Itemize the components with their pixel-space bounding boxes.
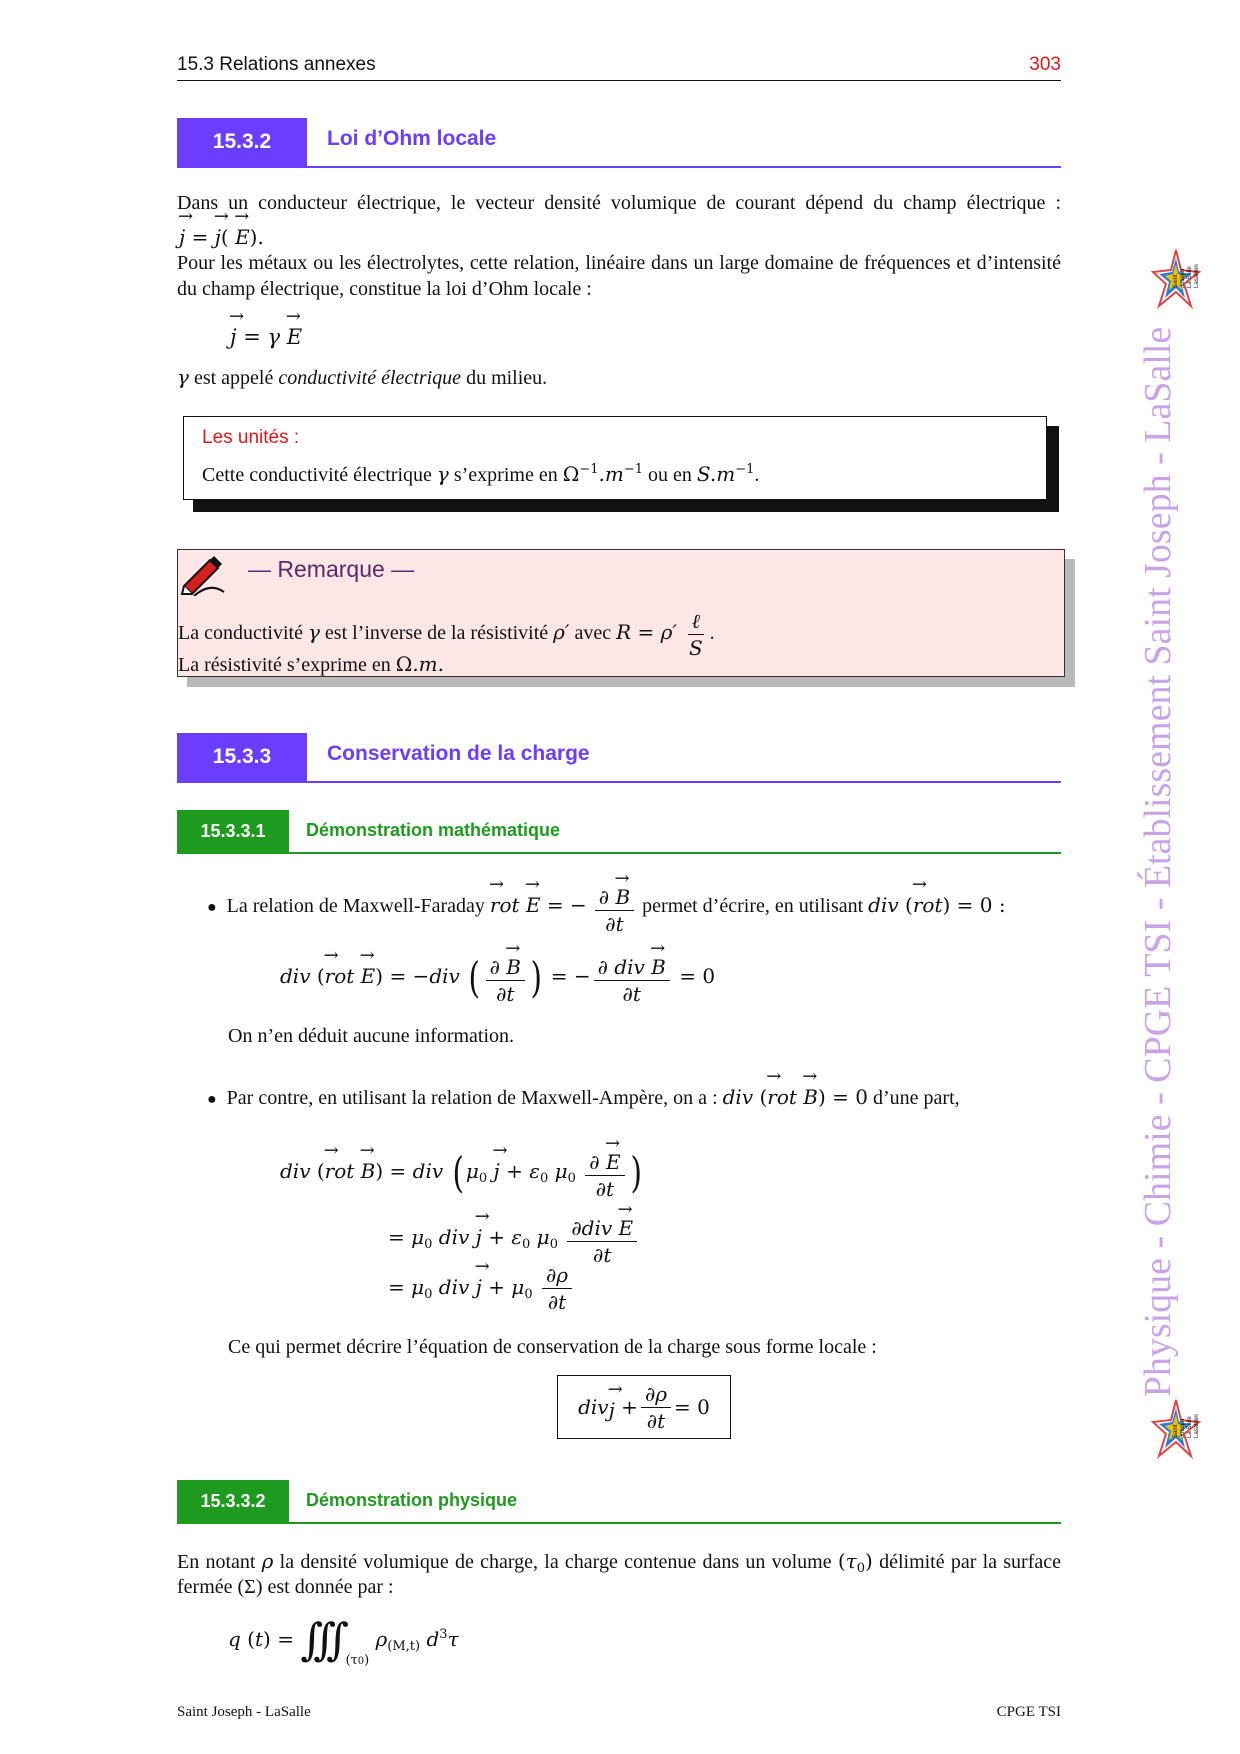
bullet-maxwell-faraday: ● La relation de Maxwell-Faraday → rot → E = − $\frac{\partial \to B}{\partial t}$ permet d’écrire, en utilisant div (→ rot) = 0 : [207, 880, 1006, 935]
school-logo-top [1151, 248, 1201, 310]
school-logo-bottom [1151, 1398, 1201, 1460]
phys-paragraph-1: En notant ρ la densité volumique de charge, la charge contenue dans un volume $(\tau_0)$ délimité par la surface [177, 1549, 1062, 1576]
logo-line-1: Saint Joseph [1173, 268, 1186, 288]
ohm-p1-text: Dans un conducteur électrique, le vecteur densité volumique de courant dépend du champ électrique : [177, 192, 1061, 214]
ohm-relation-inline: → j = → j( → E). [179, 218, 264, 250]
p3-before: est appelé [193, 367, 274, 389]
equation-ampere-line-1: div (→ rot → B) = div ( $\mu_0 \to j + \varepsilon_0$ $\mu_0$ $\frac{\partial \to E}{\partial t}$ ) [280, 1145, 644, 1200]
section-title: Loi d’Ohm locale [327, 127, 497, 150]
remark-line-2: La résistivité s’exprime en Ω.m. [178, 652, 444, 676]
logo-line-2: La Salle [1187, 266, 1193, 288]
phys-paragraph-2: fermée (Σ) est donnée par : [177, 1576, 394, 1598]
subsection-number: 15.3.3.1 [177, 810, 289, 852]
phys-p1-c: délimité par la surface [879, 1551, 1062, 1573]
logo-line-1: Saint Joseph [1173, 1418, 1186, 1438]
b2-text-b: d’une part, [873, 1087, 960, 1109]
subsection-rule [177, 852, 1061, 854]
phys-p2-b: est donnée par : [267, 1576, 394, 1598]
p3-emphasis: conductivité électrique [278, 367, 462, 389]
units-title: Les unités : [202, 427, 300, 448]
phys-p1-b: la densité volumique de charge, la charge contenue dans un volume [279, 1551, 832, 1573]
subsection-rule [177, 1522, 1061, 1524]
charge-integral-equation: q (t) = ∫∫∫ $_{(\tau 0)}$ $\rho_{(M,t)}$ $d^3\tau$ [228, 1614, 459, 1668]
phys-p2-a: fermée [177, 1576, 233, 1598]
remark-l2-text: La résistivité s’exprime en [178, 654, 391, 676]
footer-left: Saint Joseph - LaSalle [177, 1704, 311, 1720]
side-banner-text: Physique - Chimie - CPGE TSI - Établissement Saint Joseph - LaSalle [1137, 326, 1179, 1398]
subsection-number: 15.3.3.2 [177, 1480, 289, 1522]
ohm-paragraph-1 [177, 190, 1061, 216]
subsection-title: Démonstration physique [306, 1490, 518, 1510]
running-header [177, 54, 1061, 81]
ohm-law-equation: → j = γ → E [230, 318, 302, 350]
conclusion-text: Ce qui permet décrire l’équation de conservation de la charge sous forme locale : [228, 1336, 877, 1358]
pencil-icon [180, 552, 228, 596]
section-number: 15.3.3 [177, 733, 307, 781]
footer [177, 1704, 1061, 1724]
remark-line-1: La conductivité γ est l’inverse de la résistivité ρ′ avec R = ρ′ $\frac{\text{ℓ}}{S}$ . [178, 609, 715, 660]
b2-text-a: Par contre, en utilisant la relation de Maxwell-Ampère, on a : [226, 1087, 718, 1109]
ohm-paragraph-3: γ est appelé conductivité électrique du milieu. [177, 365, 548, 389]
units-text-a: Cette conductivité électrique [202, 464, 432, 486]
ohm-paragraph-2 [177, 250, 1061, 276]
logo-line-3: Lasallien [1194, 264, 1200, 288]
page-number: 303 [1029, 54, 1061, 75]
b1-text-b: permet d’écrire, en utilisant [642, 895, 864, 918]
section-title: Conservation de la charge [327, 742, 590, 765]
equation-div-rot-E: div (→ rot → E) = −div ( $\frac{\partial \to B}{\partial t}$ ) = − $\frac{\text{∂ div → B}}{\partial t}$ = 0 [280, 950, 715, 1005]
remark-title: — Remarque — [248, 556, 415, 582]
equation-ampere-line-3: = $\mu_0$ div → $j + \mu_0$ $\frac{\partial\rho}{\partial t}$ [388, 1264, 575, 1313]
units-text-c: ou en [647, 464, 692, 486]
units-box [183, 416, 1047, 500]
remark-l1-a: La conductivité [178, 622, 303, 645]
logo-line-2: La Salle [1187, 1416, 1193, 1438]
footer-right: CPGE TSI [996, 1704, 1061, 1720]
subsection-title: Démonstration mathématique [306, 820, 561, 840]
header-section: 15.3 Relations annexes [177, 54, 376, 75]
section-number: 15.3.2 [177, 118, 307, 166]
ohm-paragraph-2b [177, 276, 592, 302]
remark-l1-c: avec [574, 622, 612, 645]
section-rule [177, 781, 1061, 783]
b1-text-a: La relation de Maxwell-Faraday [226, 895, 485, 918]
ohm-p2b-text: du champ électrique, constitue la loi d’Ohm locale : [177, 278, 592, 300]
logo-text-bottom [1173, 1410, 1201, 1438]
no-info-text: On n’en déduit aucune information. [228, 1025, 515, 1047]
remark-box [177, 549, 1065, 677]
section-rule [177, 166, 1061, 168]
remark-l1-b: est l’inverse de la résistivité [324, 622, 549, 645]
p3-after: du milieu. [466, 367, 548, 389]
equation-ampere-line-2: = $\mu_0$ div → $j + \varepsilon_0$ $\mu_0$ $\frac{\text{∂div → E}}{\partial t}$ [388, 1211, 640, 1266]
ohm-p2a-text: Pour les métaux ou les électrolytes, cette relation, linéaire dans un large domaine de fréquences et d’intensité [177, 252, 1061, 274]
logo-text-top [1173, 260, 1201, 288]
phys-p1-a: En notant [177, 1551, 256, 1573]
bullet-maxwell-ampere: ● Par contre, en utilisant la relation de Maxwell-Ampère, on a : div (→ rot → B) = 0 d’une part, [207, 1078, 960, 1113]
charge-conservation-box: div → j + $\frac{\partial\rho}{\partial t}$ = 0 [557, 1375, 731, 1439]
units-text-b: s’exprime en [453, 464, 558, 486]
logo-line-3: Lasallien [1194, 1414, 1200, 1438]
units-text: Cette conductivité électrique γ s’exprime en $\Omega^{-1}.m^{-1}$ ou en $S.m^{-1}$. [202, 462, 760, 486]
